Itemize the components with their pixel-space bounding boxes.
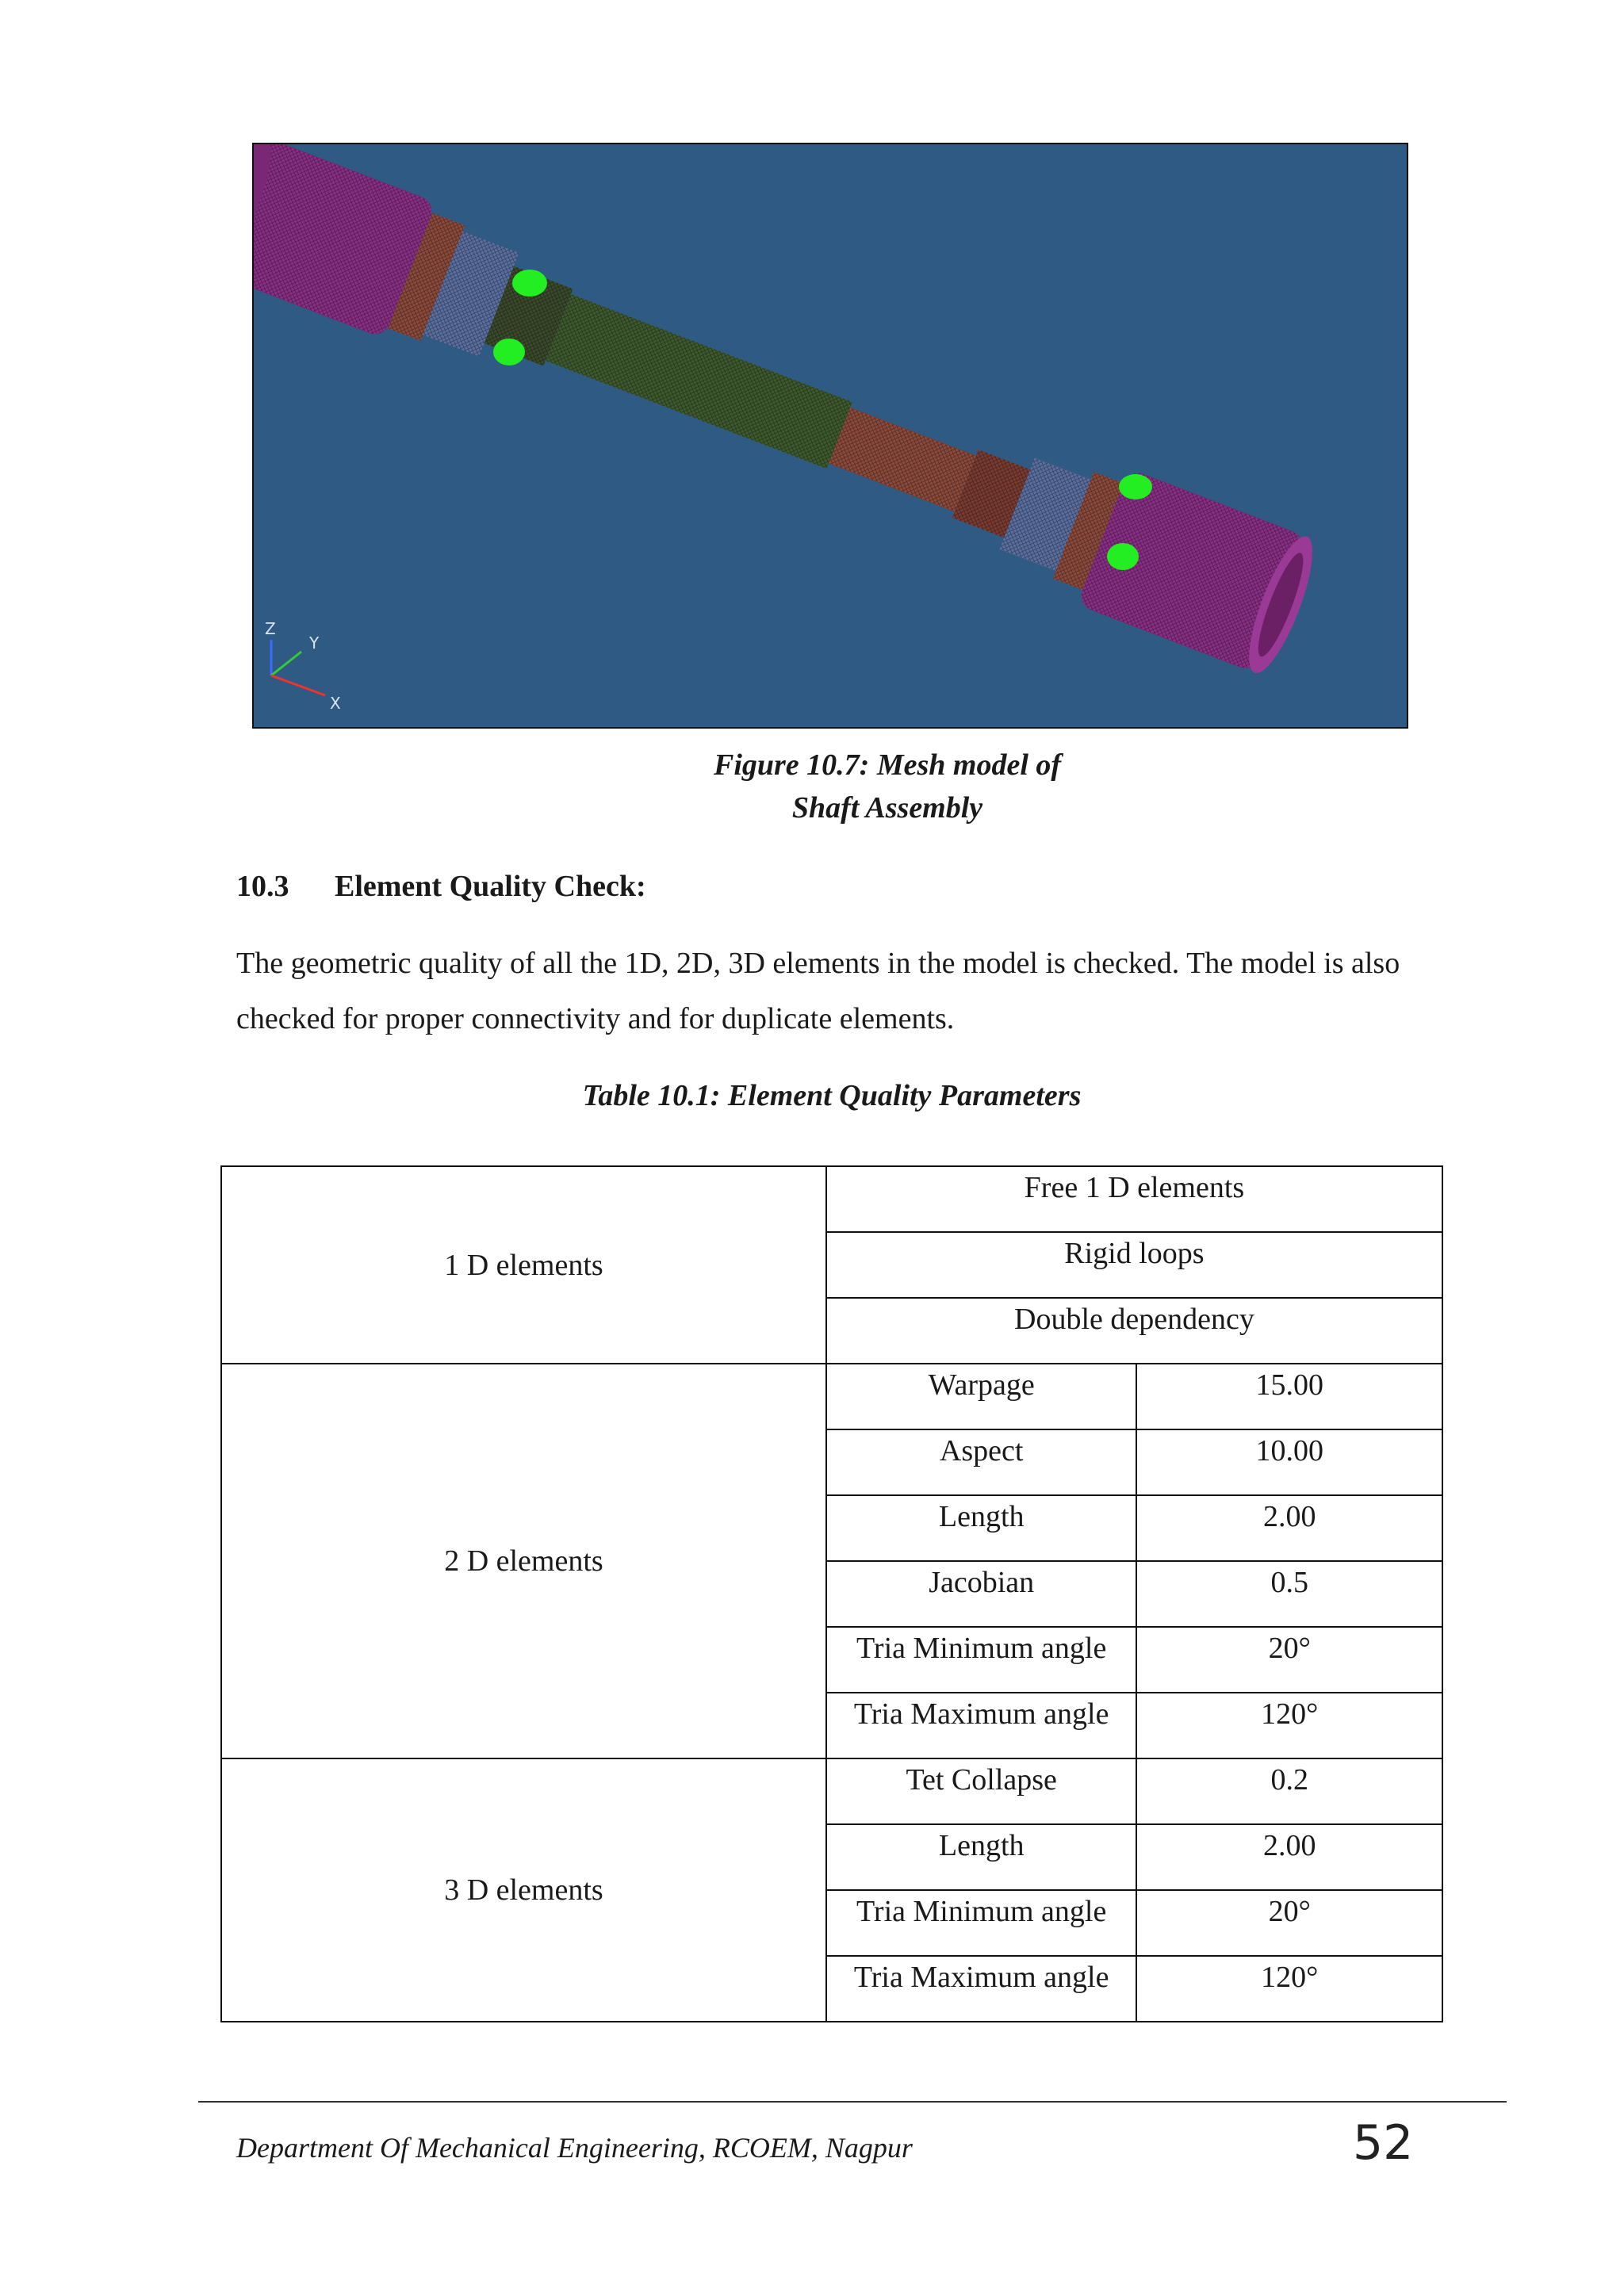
figure-caption: [0, 744, 1624, 829]
param-cell: Rigid loops: [826, 1232, 1442, 1298]
page-number: 52: [1353, 2115, 1414, 2171]
svg-text:Z: Z: [265, 619, 276, 638]
element-quality-table: [220, 1165, 1443, 2022]
param-cell: Warpage: [826, 1364, 1137, 1429]
svg-text:X: X: [330, 694, 341, 713]
param-cell: Tria Minimum angle: [826, 1890, 1137, 1956]
param-cell: Double dependency: [826, 1298, 1442, 1364]
value-cell: 120°: [1136, 1956, 1442, 2022]
param-cell: Free 1 D elements: [826, 1166, 1442, 1232]
param-cell: Aspect: [826, 1429, 1137, 1495]
bearing-cap: [1119, 474, 1152, 499]
value-cell: 2.00: [1136, 1495, 1442, 1561]
param-cell: Tria Maximum angle: [826, 1956, 1137, 2022]
value-cell: 20°: [1136, 1890, 1442, 1956]
group-label: 1 D elements: [221, 1166, 826, 1364]
table-row: [221, 1364, 1442, 1429]
value-cell: 10.00: [1136, 1429, 1442, 1495]
bearing-cap: [1107, 543, 1139, 570]
section-heading: [236, 869, 646, 904]
value-cell: 0.2: [1136, 1758, 1442, 1824]
axis-triad: [265, 619, 341, 713]
param-cell: Tria Minimum angle: [826, 1627, 1137, 1693]
table-caption: Table 10.1: Element Quality Parameters: [582, 1079, 1082, 1112]
mesh-model-figure: [252, 143, 1408, 729]
value-cell: 2.00: [1136, 1824, 1442, 1890]
value-cell: 15.00: [1136, 1364, 1442, 1429]
table-row: [221, 1758, 1442, 1824]
bearing-cap: [512, 270, 547, 297]
table-row: [221, 1166, 1442, 1232]
group-label: 2 D elements: [221, 1364, 826, 1758]
value-cell: 0.5: [1136, 1561, 1442, 1627]
param-cell: Tria Maximum angle: [826, 1693, 1137, 1758]
figure-caption-line-1: Figure 10.7: Mesh model of: [713, 748, 1062, 782]
mesh-model-render: [254, 144, 1407, 727]
param-cell: Tet Collapse: [826, 1758, 1137, 1824]
footer-department: Department Of Mechanical Engineering, RCOEM, Nagpur: [236, 2132, 913, 2164]
section-title: Element Quality Check:: [335, 870, 646, 903]
section-paragraph: The geometric quality of all the 1D, 2D, 3D elements in the model is checked. The model is also checked for proper connectivity and for duplicate elements.: [236, 947, 1400, 1035]
section-number: 10.3: [236, 870, 289, 903]
param-cell: Jacobian: [826, 1561, 1137, 1627]
param-cell: Length: [826, 1495, 1137, 1561]
svg-text:Y: Y: [309, 633, 320, 652]
value-cell: 120°: [1136, 1693, 1442, 1758]
group-label: 3 D elements: [221, 1758, 826, 2022]
figure-caption-line-2: Shaft Assembly: [791, 791, 983, 825]
bearing-cap: [493, 339, 525, 365]
param-cell: Length: [826, 1824, 1137, 1890]
value-cell: 20°: [1136, 1627, 1442, 1693]
footer-divider: [198, 2101, 1507, 2103]
